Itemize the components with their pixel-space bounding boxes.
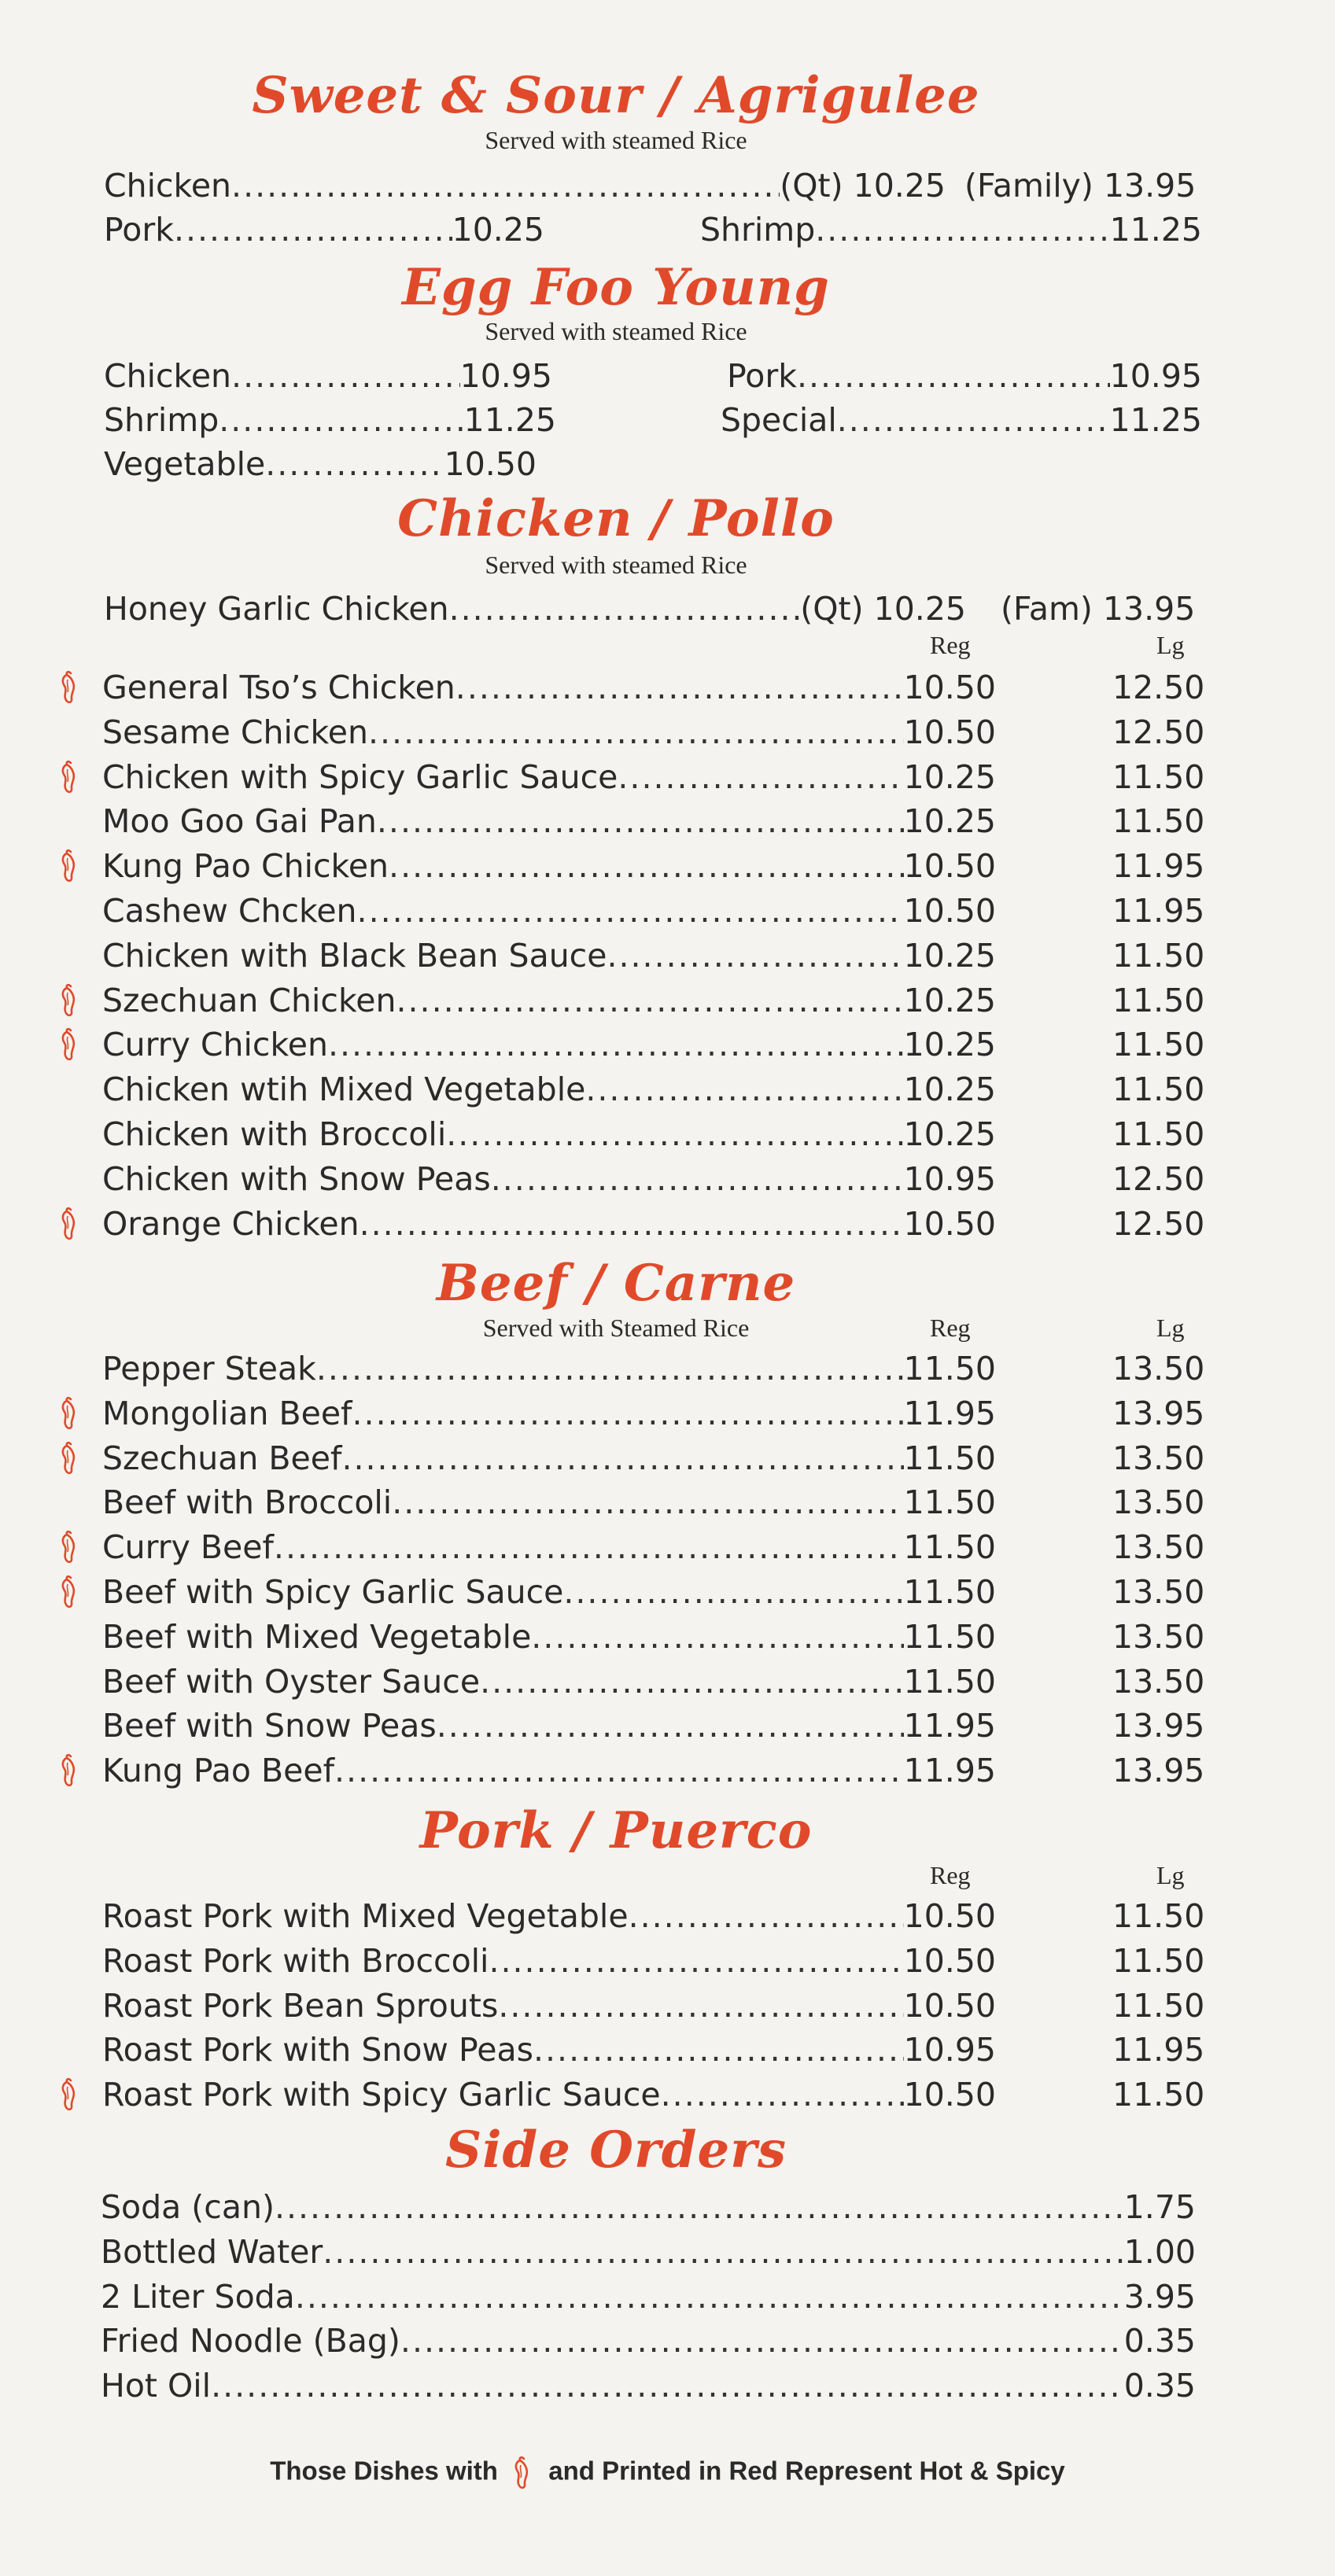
item-price-lg: 11.50 bbox=[1112, 1026, 1205, 1064]
item-price-reg: 10.25 bbox=[903, 936, 996, 975]
menu-item-row bbox=[102, 1570, 996, 1614]
item-price-lg: 12.50 bbox=[1112, 669, 1205, 706]
item-name: Chicken bbox=[104, 167, 232, 205]
menu-item-row bbox=[721, 398, 1202, 442]
menu-item-row bbox=[101, 2230, 1196, 2274]
menu-item-row bbox=[102, 2073, 996, 2117]
chili-pepper-icon bbox=[511, 2456, 535, 2490]
item-name: Soda (can) bbox=[101, 2188, 275, 2226]
item-name: Beef with Mixed Vegetable bbox=[102, 1617, 532, 1656]
item-price-reg: 10.50 bbox=[903, 1897, 996, 1935]
menu-item-row bbox=[102, 1984, 996, 2028]
menu-item-row bbox=[102, 799, 996, 843]
item-price-lg: 13.50 bbox=[1112, 1483, 1205, 1522]
item-price-lg: 13.50 bbox=[1112, 1617, 1205, 1656]
item-price-reg: 10.50 bbox=[903, 892, 996, 930]
item-name: Mongolian Beef bbox=[102, 1394, 352, 1432]
column-header-reg: Reg bbox=[930, 1861, 971, 1889]
item-price-lg: 11.50 bbox=[1112, 1897, 1205, 1935]
item-name: Chicken with Snow Peas bbox=[102, 1159, 491, 1198]
item-price-lg: 11.50 bbox=[1112, 1115, 1205, 1153]
menu-item-row bbox=[102, 1615, 996, 1659]
item-price-reg: 11.50 bbox=[903, 1573, 996, 1611]
menu-item-row bbox=[104, 208, 544, 252]
section-title-beef: Beef / Carne bbox=[436, 1254, 796, 1313]
spicy-legend bbox=[0, 2456, 1335, 2490]
menu-item-row bbox=[102, 1939, 996, 1983]
chili-pepper-icon bbox=[58, 670, 82, 705]
item-name: Roast Pork with Mixed Vegetable bbox=[102, 1897, 629, 1935]
menu-item-row bbox=[101, 2364, 1196, 2408]
chili-pepper-icon bbox=[58, 983, 82, 1018]
item-name: Beef with Snow Peas bbox=[102, 1707, 437, 1745]
item-price-lg: 11.50 bbox=[1112, 1071, 1205, 1109]
item-price-reg: 11.95 bbox=[903, 1707, 996, 1745]
menu-item-row bbox=[104, 442, 537, 486]
menu-item-row bbox=[102, 1347, 996, 1391]
menu-item-row bbox=[102, 1749, 996, 1793]
item-price-reg: 11.50 bbox=[903, 1483, 996, 1522]
item-name: Vegetable bbox=[104, 445, 266, 483]
item-price-lg: 13.95 bbox=[1112, 1752, 1205, 1790]
chili-pepper-icon bbox=[58, 1530, 82, 1564]
menu-item-row bbox=[102, 844, 996, 888]
item-price-lg: 11.50 bbox=[1112, 802, 1205, 841]
item-name: Curry Chicken bbox=[102, 1026, 328, 1064]
item-name: Szechuan Beef bbox=[102, 1439, 342, 1477]
menu-item-row bbox=[101, 2319, 1196, 2363]
item-price-reg: 10.25 bbox=[903, 1115, 996, 1153]
item-price-reg: 10.25 bbox=[903, 1026, 996, 1064]
item-price-lg: 13.50 bbox=[1112, 1439, 1205, 1477]
item-price-lg: 11.50 bbox=[1112, 1941, 1205, 1980]
menu-item-row bbox=[102, 1157, 996, 1201]
item-price: 11.25 bbox=[463, 401, 556, 439]
item-name: Special bbox=[721, 401, 837, 439]
menu-item-row bbox=[102, 1436, 996, 1480]
item-price-lg: 13.95 bbox=[1112, 1707, 1205, 1745]
item-price: 10.25 bbox=[452, 211, 544, 249]
item-name: Kung Pao Beef bbox=[102, 1752, 335, 1790]
item-name: Honey Garlic Chicken bbox=[104, 590, 449, 628]
item-price: 10.95 bbox=[459, 357, 552, 395]
item-price-lg: 11.95 bbox=[1112, 2031, 1205, 2069]
item-price: 10.50 bbox=[444, 445, 537, 483]
menu-item-row bbox=[102, 978, 996, 1023]
item-name: Hot Oil bbox=[101, 2367, 212, 2405]
item-price-reg: 10.95 bbox=[903, 2031, 996, 2069]
item-name: Fried Noodle (Bag) bbox=[101, 2322, 400, 2360]
menu-item-row bbox=[700, 208, 1202, 252]
item-price-reg: 10.50 bbox=[903, 1204, 996, 1243]
item-price-qt: (Qt) 10.25 bbox=[780, 167, 946, 205]
menu-item-row bbox=[102, 1202, 996, 1246]
item-name: Beef with Oyster Sauce bbox=[102, 1662, 481, 1701]
item-price: 10.95 bbox=[1109, 357, 1202, 395]
item-price-reg: 10.25 bbox=[903, 1071, 996, 1109]
item-price-reg: 10.95 bbox=[903, 1159, 996, 1198]
item-name: Pork bbox=[104, 211, 174, 249]
item-price-lg: 11.50 bbox=[1112, 981, 1205, 1019]
menu-item-row bbox=[102, 1480, 996, 1524]
item-price-lg: 13.95 bbox=[1112, 1394, 1205, 1432]
item-price-lg: 12.50 bbox=[1112, 1204, 1205, 1243]
item-name: Chicken bbox=[104, 357, 232, 395]
menu-item-row bbox=[104, 587, 966, 631]
section-title-sweet-sour: Sweet & Sour / Agrigulee bbox=[252, 66, 980, 125]
menu-item-row bbox=[102, 755, 996, 799]
item-name: 2 Liter Soda bbox=[101, 2277, 295, 2316]
menu-item-row bbox=[102, 2028, 996, 2072]
item-name: Shrimp bbox=[700, 211, 816, 249]
menu-item-row bbox=[104, 398, 556, 442]
item-price: 1.75 bbox=[1123, 2188, 1196, 2226]
item-price-reg: 11.50 bbox=[903, 1350, 996, 1388]
item-name: Szechuan Chicken bbox=[102, 981, 396, 1019]
menu-item-row bbox=[102, 1067, 996, 1111]
menu-item-row bbox=[102, 1704, 996, 1748]
item-price-lg: 12.50 bbox=[1112, 1159, 1205, 1198]
menu-item-row bbox=[102, 1660, 996, 1704]
item-price: 11.25 bbox=[1109, 401, 1202, 439]
item-price-reg: 10.25 bbox=[903, 757, 996, 796]
item-name: Chicken with Spicy Garlic Sauce bbox=[102, 757, 618, 796]
section-title-chicken: Chicken / Pollo bbox=[397, 489, 835, 548]
menu-item-row bbox=[727, 354, 1202, 398]
item-name: Beef with Spicy Garlic Sauce bbox=[102, 1573, 564, 1611]
item-name: Pork bbox=[727, 357, 797, 395]
menu-item-row bbox=[102, 934, 996, 978]
item-price-reg: 10.50 bbox=[903, 713, 996, 751]
column-header-reg: Reg bbox=[930, 1314, 971, 1342]
section-title-pork: Pork / Puerco bbox=[419, 1801, 813, 1860]
column-header-reg: Reg bbox=[930, 631, 971, 659]
item-price-lg: 11.50 bbox=[1112, 1986, 1205, 2025]
item-price: 11.25 bbox=[1109, 211, 1202, 249]
column-header-lg: Lg bbox=[1156, 631, 1185, 659]
menu-item-row bbox=[102, 1894, 996, 1938]
item-price-reg: 11.95 bbox=[903, 1752, 996, 1790]
item-name: Curry Beef bbox=[102, 1528, 274, 1567]
menu-item-row bbox=[102, 710, 996, 754]
legend-text-before: Those Dishes with bbox=[270, 2456, 498, 2486]
menu-item-row bbox=[104, 354, 552, 398]
chili-pepper-icon bbox=[58, 1396, 82, 1431]
chili-pepper-icon bbox=[58, 1027, 82, 1062]
section-subtitle-egg-foo-young: Served with steamed Rice bbox=[485, 317, 747, 345]
item-price-family: (Family) 13.95 bbox=[964, 167, 1197, 205]
item-price: 1.00 bbox=[1123, 2232, 1196, 2271]
item-name: General Tso’s Chicken bbox=[102, 669, 455, 706]
item-name: Cashew Chcken bbox=[102, 892, 357, 930]
item-price-reg: 10.50 bbox=[903, 669, 996, 706]
item-price-reg: 10.50 bbox=[903, 847, 996, 886]
item-name: Sesame Chicken bbox=[102, 713, 368, 751]
item-price-lg: 11.50 bbox=[1112, 2076, 1205, 2114]
item-price-lg: 12.50 bbox=[1112, 713, 1205, 751]
section-subtitle-chicken: Served with steamed Rice bbox=[485, 551, 747, 579]
item-price-fam: (Fam) 13.95 bbox=[1001, 590, 1196, 628]
item-price-lg: 11.95 bbox=[1112, 847, 1205, 886]
menu-item-row bbox=[101, 2185, 1196, 2229]
item-price-reg: 10.50 bbox=[903, 1941, 996, 1980]
section-subtitle-sweet-sour: Served with steamed Rice bbox=[485, 126, 747, 154]
menu-item-row bbox=[102, 1391, 996, 1435]
item-price: 0.35 bbox=[1123, 2322, 1196, 2360]
item-name: Moo Goo Gai Pan bbox=[102, 802, 377, 841]
menu-item-row bbox=[102, 1112, 996, 1156]
legend-text-after: and Printed in Red Represent Hot & Spicy bbox=[548, 2456, 1065, 2486]
menu-item-row bbox=[102, 1023, 996, 1067]
section-subtitle-beef: Served with Steamed Rice bbox=[482, 1314, 750, 1342]
item-price: 3.95 bbox=[1123, 2277, 1196, 2316]
column-header-lg: Lg bbox=[1156, 1861, 1185, 1889]
item-price-reg: 11.95 bbox=[903, 1394, 996, 1432]
item-price-reg: 10.25 bbox=[903, 981, 996, 1019]
chili-pepper-icon bbox=[58, 1575, 82, 1609]
item-name: Chicken with Black Bean Sauce bbox=[102, 936, 607, 975]
item-price-reg: 11.50 bbox=[903, 1528, 996, 1567]
section-title-side-orders: Side Orders bbox=[445, 2121, 787, 2180]
item-name: Kung Pao Chicken bbox=[102, 847, 389, 886]
chili-pepper-icon bbox=[58, 760, 82, 794]
chili-pepper-icon bbox=[58, 1207, 82, 1241]
item-price-lg: 11.50 bbox=[1112, 936, 1205, 975]
item-name: Roast Pork Bean Sprouts bbox=[102, 1986, 499, 2025]
item-name: Bottled Water bbox=[101, 2232, 323, 2271]
item-name: Shrimp bbox=[104, 401, 219, 439]
item-name: Roast Pork with Snow Peas bbox=[102, 2031, 533, 2069]
item-price-reg: 10.50 bbox=[903, 2076, 996, 2114]
section-title-egg-foo-young: Egg Foo Young bbox=[402, 258, 830, 317]
column-header-lg: Lg bbox=[1156, 1314, 1185, 1342]
menu-item-row bbox=[102, 1525, 996, 1569]
item-name: Beef with Broccoli bbox=[102, 1483, 393, 1522]
item-price: 0.35 bbox=[1123, 2367, 1196, 2405]
chili-pepper-icon bbox=[58, 849, 82, 883]
menu-item-row bbox=[104, 164, 946, 208]
item-price-lg: 13.50 bbox=[1112, 1662, 1205, 1701]
item-price-lg: 13.50 bbox=[1112, 1528, 1205, 1567]
chili-pepper-icon bbox=[58, 1753, 82, 1788]
item-price-lg: 11.50 bbox=[1112, 757, 1205, 796]
item-price-reg: 11.50 bbox=[903, 1662, 996, 1701]
item-name: Orange Chicken bbox=[102, 1204, 360, 1243]
item-price-qt: (Qt) 10.25 bbox=[800, 590, 966, 628]
item-price-reg: 11.50 bbox=[903, 1617, 996, 1656]
item-name: Pepper Steak bbox=[102, 1350, 316, 1388]
item-name: Roast Pork with Broccoli bbox=[102, 1941, 489, 1980]
item-name: Chicken wtih Mixed Vegetable bbox=[102, 1071, 586, 1109]
item-name: Chicken with Broccoli bbox=[102, 1115, 447, 1153]
item-price-lg: 13.50 bbox=[1112, 1573, 1205, 1611]
menu-item-row bbox=[101, 2275, 1196, 2319]
item-price-reg: 10.25 bbox=[903, 802, 996, 841]
chili-pepper-icon bbox=[58, 2077, 82, 2112]
item-price-lg: 13.50 bbox=[1112, 1350, 1205, 1388]
menu-item-row bbox=[102, 889, 996, 933]
item-price-reg: 11.50 bbox=[903, 1439, 996, 1477]
chili-pepper-icon bbox=[58, 1441, 82, 1476]
item-price-lg: 11.95 bbox=[1112, 892, 1205, 930]
menu-item-row bbox=[102, 665, 996, 709]
item-name: Roast Pork with Spicy Garlic Sauce bbox=[102, 2076, 661, 2114]
item-price-reg: 10.50 bbox=[903, 1986, 996, 2025]
